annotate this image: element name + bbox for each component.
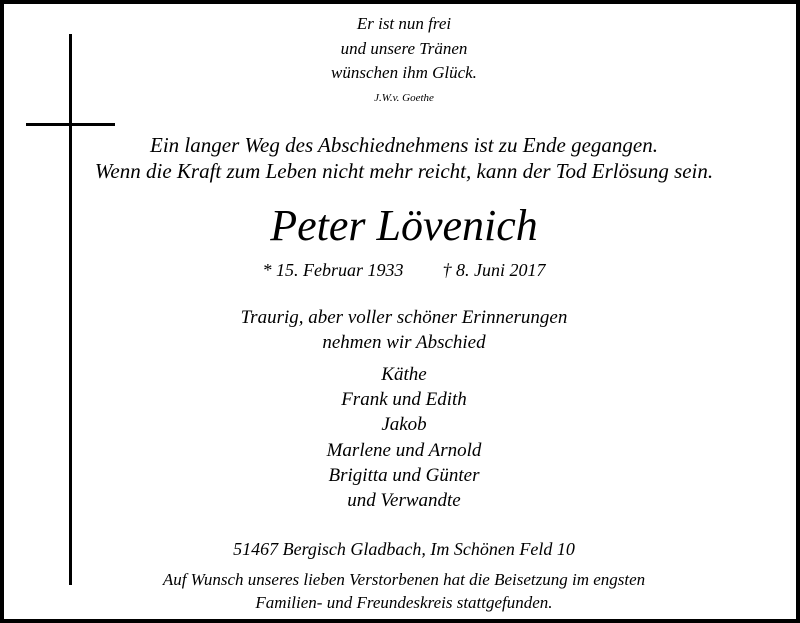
quote-line: Ein langer Weg des Abschiednehmens ist zu Ende gegangen. [150,133,658,157]
life-dates [4,260,800,281]
family-member: Frank und Edith [341,389,467,410]
mourning-line: nehmen wir Abschied [322,332,486,353]
quote-line: Wenn die Kraft zum Leben nicht mehr reicht, kann der Tod Erlösung sein. [94,159,714,183]
epigraph-line: Er ist nun frei [356,14,452,33]
family-member: Brigitta und Günter [328,465,480,486]
cross-icon-horizontal [26,123,115,126]
epigraph-author: J.W.v. Goethe [374,92,434,104]
birth-date: * 15. Februar 1933 [262,260,404,280]
funeral-note-line: Auf Wunsch unseres lieben Verstorbenen hat die Beisetzung im engsten [162,570,646,589]
death-date: † 8. Juni 2017 [442,260,546,280]
epigraph-line: wünschen ihm Glück. [331,63,477,82]
mourning-line: Traurig, aber voller schöner Erinnerungen [240,307,568,328]
epigraph-line: und unsere Tränen [340,39,468,58]
family-member: und Verwandte [347,490,461,511]
funeral-note-line: Familien- und Freundeskreis stattgefunden. [255,593,553,612]
family-member: Jakob [381,414,427,435]
family-member: Käthe [381,364,427,385]
address: 51467 Bergisch Gladbach, Im Schönen Feld 10 [233,539,575,559]
family-member: Marlene und Arnold [326,440,482,461]
deceased-name: Peter Lövenich [270,201,538,250]
